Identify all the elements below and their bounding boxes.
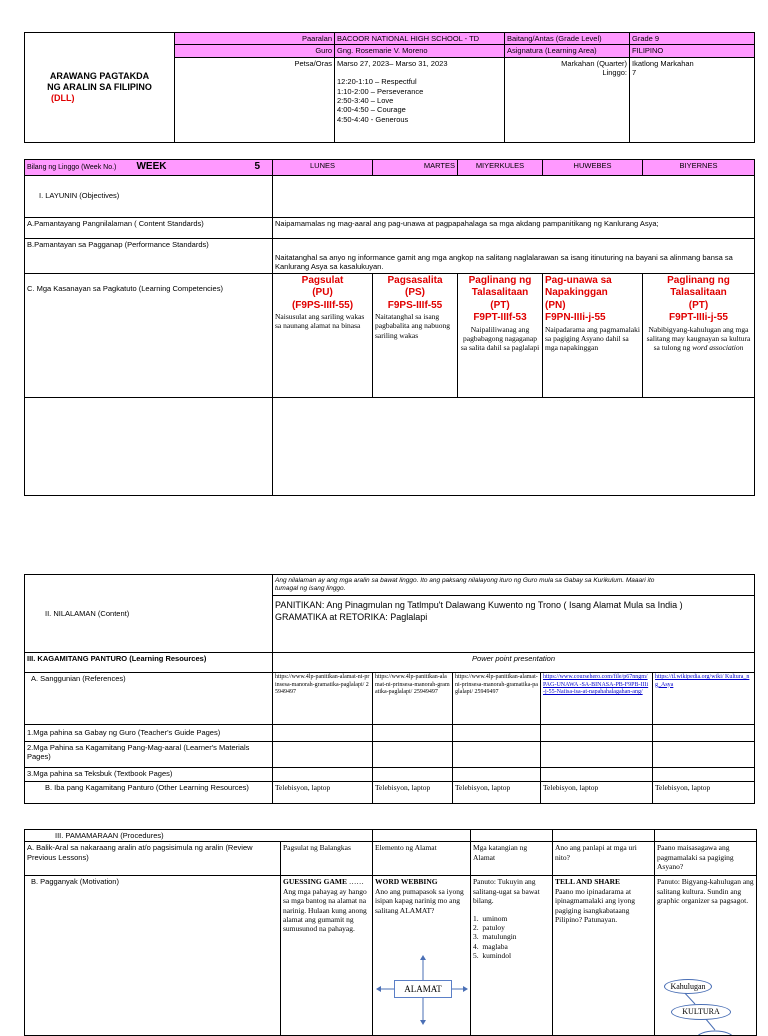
competency-martes (373, 273, 458, 397)
root-word: patuloy (482, 922, 505, 932)
title-dll: (DLL) (51, 93, 75, 103)
markahan-value-cell (630, 57, 755, 142)
competency-abbr: (PT) (688, 299, 709, 311)
activity-text: Paano mo ipinadarama at ipinagmamalaki ang iyong pagiging isangkabataang Pilipino? Patunayan. (555, 886, 635, 924)
day-miyerkules: MIYERKULES (458, 160, 543, 176)
root-word: uminom (482, 913, 508, 923)
resources-table (24, 574, 755, 804)
competency-text-italic: word association (692, 343, 744, 353)
competency-text: Naipaliliwanag ang pagbabagong nagaganap sa salita dahil sa paglalapi (460, 324, 540, 353)
procedures-table (24, 829, 757, 1036)
competency-head: Pagsasalita (387, 274, 443, 286)
asignatura-value: FILIPINO (630, 45, 755, 57)
ref-miyerkules[interactable]: https://www.4lp-panitikan-alamat-ni-prinsesa-manorah-gramatika-paglalapi/ 25949497 (453, 673, 541, 725)
iba-label: B. Iba pang Kagamitang Panturo (Other Learning Resources) (25, 782, 273, 804)
week-label-cell (25, 160, 273, 176)
nilalaman-cell (273, 575, 755, 653)
baitang-value: Grade 9 (630, 33, 755, 45)
linggo-value: 7 (632, 68, 637, 78)
header-table (24, 32, 755, 143)
pagganyak-lunes (281, 876, 373, 1036)
competency-code: F9PN-IIIi-j-55 (545, 312, 606, 323)
guro-value: Gng. Rosemarie V. Moreno (335, 45, 505, 57)
panitikan: PANITIKAN: Ang Pinagmulan ng Tatlmpu't Dalawang Kuwento ng Trono ( Isang Alamat Mula sa India ) (275, 600, 683, 611)
root-word-item: 1. uminom (473, 913, 508, 923)
web-arrowhead-left (376, 986, 381, 992)
paaralan-value: BACOOR NATIONAL HIGH SCHOOL - TD (335, 33, 505, 45)
competency-code: F9PS-IIIf-55 (387, 299, 443, 311)
alamat-box: ALAMAT (394, 980, 452, 998)
activity-text: Ano ang pumapasok sa iyong isipan kapag narinig mo ang salitang ALAMAT? (375, 886, 464, 915)
iba-miyerkules: Telebisyon, laptop (453, 782, 541, 804)
competency-abbr: (PU) (312, 287, 333, 298)
competency-code: F9PT-IIIf-53 (473, 312, 527, 323)
gramatika: GRAMATIKA at RETORIKA: Paglalapi (275, 611, 428, 622)
balik-martes: Elemento ng Alamat (373, 842, 471, 876)
iba-huwebes: Telebisyon, laptop (541, 782, 653, 804)
pagganyak-biyernes (655, 876, 757, 1036)
balik-label: A. Balik-Aral sa nakaraang aralin at/o pagsisimula ng aralin (Review Previous Lessons) (25, 842, 281, 876)
activity-text: Panuto: Bigyang-kahulugan ang salitang kultura. Sundin ang graphic organizer sa pagsagot. (657, 877, 754, 906)
iba-martes: Telebisyon, laptop (373, 782, 453, 804)
title-line1: ARAWANG PAGTAKDA (49, 70, 150, 81)
kahulugan-node: Kahulugan (664, 979, 712, 994)
blank-row-label (25, 397, 273, 495)
competency-text-wrap (645, 325, 752, 353)
root-word-item: 4. maglaba (473, 941, 508, 951)
competency-code: F9PT-IIIi-j-55 (669, 312, 728, 323)
activity-text: Ang mga pahayag ay hango sa mga bantog na alamat na narinig. Hulaan kung anong alamat ang gumamit ng sumusunod na pahayag. (283, 886, 367, 934)
competency-text: Nabibigyang-kahulugan ang mga salitang may kaugnayan sa kultura sa tulong ng (646, 324, 751, 353)
competency-text: Naitatanghal sa isang pagbabalita ang nabuong sariling wakas (375, 312, 450, 340)
competency-text: Naipadarama ang pagmamalaki sa pagiging Asyano dahil sa mga napakinggan (545, 324, 640, 353)
activity-tail: …… (348, 877, 364, 887)
web-arrowhead-right (463, 986, 468, 992)
competency-head: Pagsulat (301, 274, 344, 286)
layunin-empty (273, 175, 755, 217)
nilalaman-note: Ang nilalaman ay ang mga aralin sa bawat linggo. Ito ang paksang nilalayong ituro ng Guro mula sa Gabay sa Kurikulum. Maaari ito (275, 577, 655, 584)
ref-lunes[interactable]: https://www.4lp-panitikan-alamat-ni-prinsesa-manorah-gramatika-paglalapi/ 25949497 (273, 673, 373, 725)
root-word: matulungin (482, 932, 517, 942)
performance-standard: Naitatanghal sa anyo ng informance gamit ang mga angkop na salitang naglalarawan sa isang itinuturing na bayani sa alinmang bansa sa Kanlurang Asya sa kasalukuyan. (273, 238, 755, 273)
nilalaman-label: II. NILALAMAN (Content) (25, 575, 273, 653)
pagganyak-label: B. Pagganyak (Motivation) (25, 876, 281, 1036)
organizer-connector (705, 1018, 715, 1030)
ref-martes[interactable]: https://www.4lp-panitikan-alamat-ni-prinsesa-manorah-gramatika-paglalapi/ 25949497 (373, 673, 453, 725)
schedule-0: 12:20-1:10 – Respectful (337, 77, 417, 87)
kagamitan-label: III. KAGAMITANG PANTURO (Learning Resources) (25, 653, 273, 673)
baitang-label: Baitang/Antas (Grade Level) (505, 33, 630, 45)
markahan-value: Ikatlong Markahan (632, 58, 694, 68)
kultura-node: KULTURA (671, 1004, 731, 1020)
balik-miyerkules: Mga katangian ng Alamat (471, 842, 553, 876)
linggo-label: Linggo: (602, 68, 627, 78)
schedule-4: 4:50-4:40 - Generous (337, 114, 409, 124)
gabay-label: 1.Mga pahina sa Gabay ng Guro (Teacher's Guide Pages) (25, 725, 273, 742)
iba-biyernes: Telebisyon, laptop (653, 782, 755, 804)
pagganyak-martes (373, 876, 471, 1036)
competency-head: Pag-unawa sa Napakinggan (545, 274, 612, 298)
competency-miyerkules (458, 273, 543, 397)
markahan-cell (505, 57, 630, 142)
week-table (24, 159, 755, 496)
nilalaman-note2: tumagal ng isang linggo. (273, 585, 754, 596)
pagganyak-miyerkules (471, 876, 553, 1036)
activity-head: GUESSING GAME (283, 877, 347, 887)
competency-abbr: (PS) (405, 287, 425, 298)
root-word: kumindol (482, 951, 512, 960)
organizer-node-empty (697, 1031, 733, 1036)
iba-lunes: Telebisyon, laptop (273, 782, 373, 804)
teksbuk-label: 3.Mga pahina sa Teksbuk (Textbook Pages) (25, 768, 273, 782)
bilang-label: Bilang ng Linggo (Week No.) (27, 164, 117, 171)
competencies-label: C. Mga Kasanayan sa Pagkatuto (Learning Competencies) (25, 273, 273, 397)
week-number: 5 (254, 161, 260, 172)
web-arrowhead-down (420, 1020, 426, 1025)
guro-label: Guro (175, 45, 335, 57)
day-huwebes: HUWEBES (543, 160, 643, 176)
week-word: WEEK (136, 161, 167, 172)
balik-huwebes: Ano ang panlapi at mga uri nito? (553, 842, 655, 876)
pamamaraan-label: III. PAMAMARAAN (Procedures) (25, 830, 373, 842)
paaralan-label: Paaralan (175, 33, 335, 45)
activity-text: Panuto: Tukuyin ang salitang-ugat sa bawat bilang. (473, 877, 540, 906)
root-word-item: 5. kumindol (473, 951, 512, 960)
dll-title (25, 33, 175, 143)
ref-huwebes[interactable]: https://www.coursehero.com/file/p67nngm/PAG-UNAWA -SA-BINASA-PB-F9PB-IIIi-j-55-Naiisa-isa-at-napahahalagahan-ang/ (541, 673, 653, 725)
petsa-cell (335, 57, 505, 142)
activity-head: WORD WEBBING (375, 877, 438, 887)
day-biyernes: BIYERNES (643, 160, 755, 176)
web-arrowhead-up (420, 955, 426, 960)
competency-text: Naisusulat ang sariling wakas sa naunang alamat na binasa (275, 312, 365, 331)
layunin-label: I. LAYUNIN (Objectives) (25, 175, 273, 217)
content-standard: Naipamamalas ng mag-aaral ang pag-unawa at pagpapahalaga sa mga akdang pampanitikang ng Kanlurang Asya; (273, 217, 755, 238)
day-martes: MARTES (373, 160, 458, 176)
root-word-item: 2. patuloy (473, 922, 505, 932)
competency-biyernes (643, 273, 755, 397)
asignatura-label: Asignatura (Learning Area) (505, 45, 630, 57)
competency-huwebes (543, 273, 643, 397)
activity-head: TELL AND SHARE (555, 877, 621, 887)
sanggunian-label: A. Sanggunian (References) (25, 673, 273, 725)
root-word: maglaba (482, 941, 508, 951)
petsa-label: Petsa/Oras (175, 57, 335, 142)
competency-lunes (273, 273, 373, 397)
competency-code: (F9PS-IIIf-55) (291, 299, 354, 311)
title-line2: NG ARALIN SA FILIPINO (47, 81, 152, 92)
kagamitang-label: 2.Mga Pahina sa Kagamitang Pang-Mag-aaral (Learner's Materials Pages) (25, 742, 273, 768)
competency-head: Paglinang ng Talasalitaan (667, 274, 730, 298)
performance-label: B.Pamantayan sa Pagganap (Performance Standards) (25, 238, 273, 273)
competency-abbr: (PN) (545, 299, 566, 311)
ppt-note: Power point presentation (273, 653, 755, 673)
day-lunes: LUNES (273, 160, 373, 176)
root-word-item: 3. matulungin (473, 932, 517, 942)
competency-abbr: (PT) (490, 299, 510, 311)
schedule-2: 2:50-3:40 – Love (337, 95, 394, 105)
pagganyak-huwebes (553, 876, 655, 1036)
content-standard-label: A.Pamantayang Pangnilalaman ( Content Standards) (25, 217, 273, 238)
blank-row (273, 397, 755, 495)
balik-biyernes: Paano maisasagawa ang pagmamalaki sa pagiging Asyano? (655, 842, 757, 876)
ref-biyernes[interactable]: https://tl.wikipedia.org/wiki/ Kultura_ng_Asya (653, 673, 755, 725)
schedule-1: 1:10-2:00 – Perseverance (337, 86, 424, 96)
balik-lunes: Pagsulat ng Balangkas (281, 842, 373, 876)
schedule-3: 4:00-4:50 – Courage (337, 105, 406, 115)
competency-head: Paglinang ng Talasalitaan (468, 274, 532, 298)
petsa-value: Marso 27, 2023– Marso 31, 2023 (337, 58, 448, 68)
markahan-label: Markahan (Quarter) (561, 58, 627, 68)
